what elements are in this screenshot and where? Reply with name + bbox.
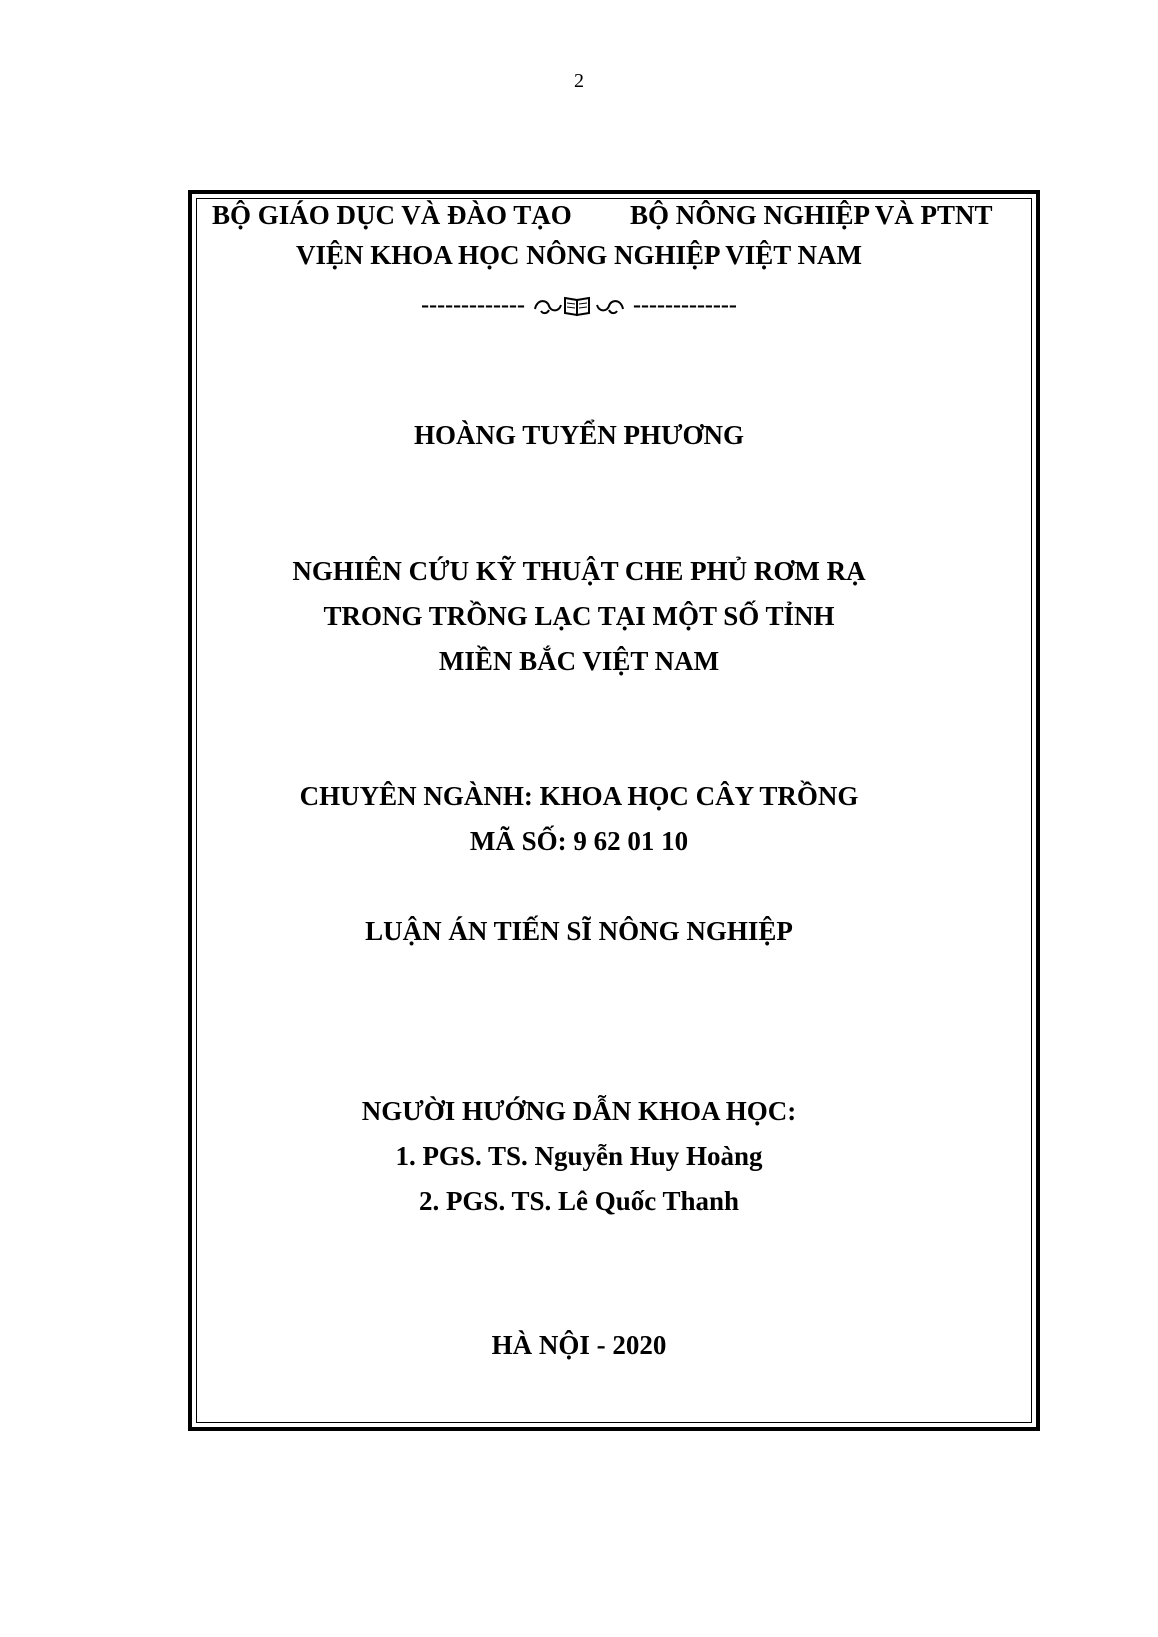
thesis-title-line-3: MIỀN BẮC VIỆT NAM [438,646,720,676]
supervisor-2: 2. PGS. TS. Lê Quốc Thanh [418,1186,740,1216]
supervisors-heading: NGƯỜI HƯỚNG DẪN KHOA HỌC: [361,1096,797,1126]
specialization: CHUYÊN NGÀNH: KHOA HỌC CÂY TRỒNG [299,781,859,811]
divider-dashes-left: ------------- [421,292,525,318]
book-flourish-icon [531,292,633,318]
ministry-right: BỘ NÔNG NGHIỆP VÀ PTNT [630,200,993,230]
degree-title: LUẬN ÁN TIẾN SĨ NÔNG NGHIỆP [365,916,793,946]
ministry-left: BỘ GIÁO DỤC VÀ ĐÀO TẠO [212,200,572,230]
page-number: 2 [574,70,584,92]
institute-name: VIỆN KHOA HỌC NÔNG NGHIỆP VIỆT NAM [295,240,863,270]
header-divider [0,292,1158,319]
place-year: HÀ NỘI - 2020 [491,1330,667,1360]
divider-dashes-right: ------------- [633,292,737,318]
author-name: HOÀNG TUYỂN PHƯƠNG [413,420,744,450]
thesis-title-line-1: NGHIÊN CỨU KỸ THUẬT CHE PHỦ RƠM RẠ [292,556,866,586]
supervisor-1: 1. PGS. TS. Nguyễn Huy Hoàng [395,1141,763,1171]
thesis-title-line-2: TRONG TRỒNG LẠC TẠI MỘT SỐ TỈNH [323,601,835,631]
specialization-code: MÃ SỐ: 9 62 01 10 [469,826,689,856]
